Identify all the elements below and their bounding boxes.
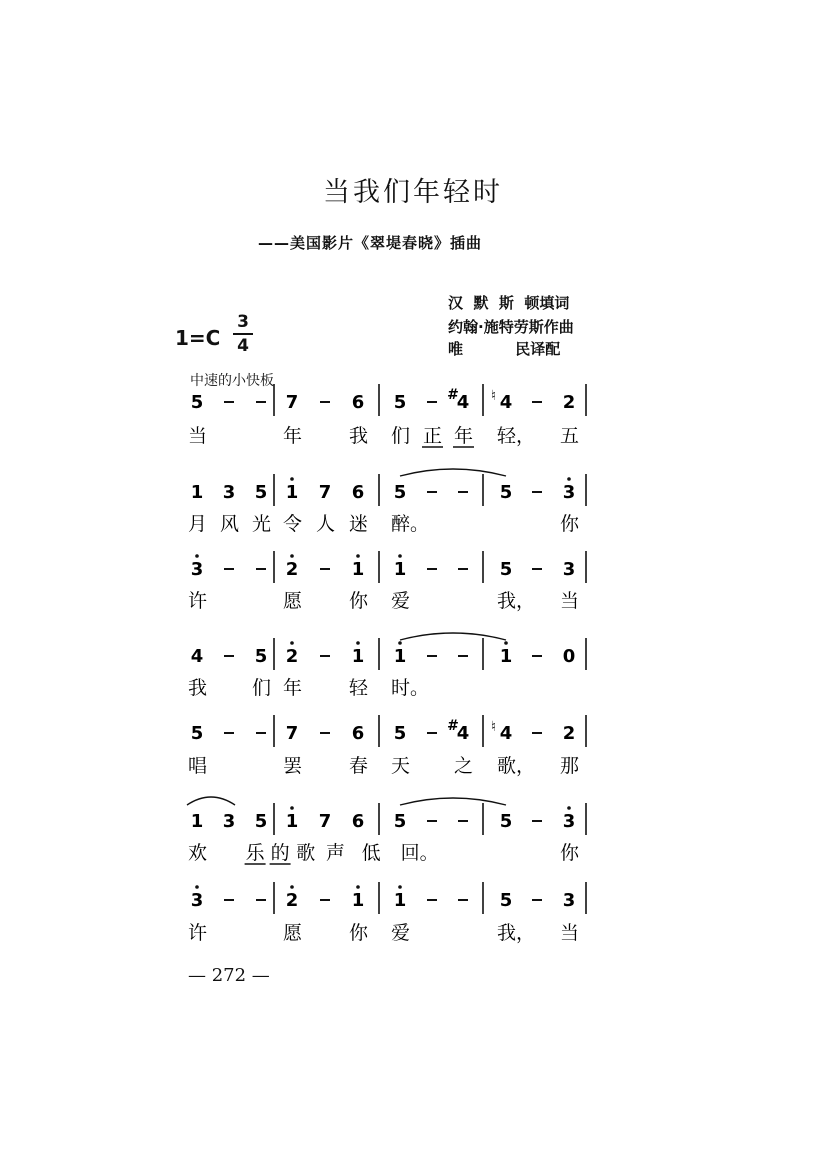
note: 3 [562,811,576,832]
lyric-char: 许 [188,590,208,612]
lyric-char: 那 [560,755,580,777]
high-octave-dot [398,554,402,558]
note: 6 [351,723,365,744]
lyric-char: 你 [349,590,369,612]
lyric-char: 当 [560,590,580,612]
lyric-char: 年 [454,425,474,447]
high-octave-dot [195,885,199,889]
slur-arc [187,797,235,805]
note: 5 [393,723,407,744]
note: 5 [190,392,204,413]
lyric-char: 月 [188,513,208,535]
lyric-char: 们 [391,425,411,447]
lyric-char: 乐 [245,842,265,864]
lyric-char: 歌 [296,842,316,864]
high-octave-dot [567,806,571,810]
lyric-char: 当 [188,425,208,447]
lyric-char: 罢 [283,755,303,777]
note: 1 [393,559,407,580]
lyric-char: 风 [220,513,240,535]
lyric-char: 当 [560,922,580,944]
natural-sign: ♮ [491,388,497,404]
lyric-char: 们 [252,677,272,699]
high-octave-dot [398,885,402,889]
lyric-char: 你 [560,842,580,864]
time-signature-bottom: 4 [237,336,249,356]
lyric-char: 爱 [391,922,411,944]
note: 1 [190,482,204,503]
song-title: 当我们年轻时 [323,177,503,208]
lyric-char: 之 [454,755,474,777]
note: 3 [562,559,576,580]
lyric-char: 迷 [349,513,369,535]
note: 5 [393,392,407,413]
lyric-char: 唱 [188,755,208,777]
lyric-char: 爱 [391,590,411,612]
lyric-char: 年 [283,677,303,699]
high-octave-dot [504,641,508,645]
lyric-char: 轻， [497,425,536,447]
tempo-marking: 中速的小快板 [190,373,274,389]
note: 6 [351,392,365,413]
lyric-char: 欢 [188,842,208,864]
note: 4 [456,723,470,744]
lyric-char: 你 [349,922,369,944]
lyric-char: 五 [560,425,580,447]
lyric-char: 歌， [497,755,536,777]
note: 1 [393,890,407,911]
note: 5 [393,811,407,832]
lyric-char: 令 [283,513,303,535]
lyric-char: 天 [391,755,411,777]
lyric-char: 光 [252,513,272,535]
note: 7 [318,811,332,832]
note: 3 [190,890,204,911]
high-octave-dot [195,554,199,558]
page-number: — 272 — [188,965,270,986]
note: 5 [254,811,268,832]
note: 5 [499,559,513,580]
note: 4 [499,392,513,413]
note: 1 [393,646,407,667]
note: 3 [190,559,204,580]
note: 1 [351,646,365,667]
high-octave-dot [356,554,360,558]
note: 3 [562,890,576,911]
note: 4 [456,392,470,413]
sharp-sign: # [447,387,459,403]
note: 6 [351,811,365,832]
note: 5 [499,811,513,832]
lyric-char: 我 [188,677,208,699]
note: 3 [222,482,236,503]
lyric-char: 愿 [283,590,303,612]
high-octave-dot [290,641,294,645]
high-octave-dot [290,885,294,889]
lyric-char: 我， [497,590,536,612]
note: 2 [285,559,299,580]
note: 3 [222,811,236,832]
lyric-char: 时。 [391,677,430,699]
lyric-char: 春 [349,755,369,777]
note: 2 [285,890,299,911]
lyric-char: 醉。 [391,513,430,535]
composer-credit: 约翰·施特劳斯作曲 [448,318,574,336]
lyric-char: 愿 [283,922,303,944]
high-octave-dot [290,477,294,481]
song-subtitle: ——美国影片《翠堤春晓》插曲 [258,234,483,252]
tie-arc [400,469,506,476]
lyric-char: 许 [188,922,208,944]
note: 2 [562,392,576,413]
note: 5 [254,646,268,667]
note: 4 [190,646,204,667]
lyric-char: 低 [361,842,381,864]
lyric-char: 的 [270,842,290,864]
note: 1 [499,646,513,667]
natural-sign: ♮ [491,719,497,735]
lyric-char: 你 [560,513,580,535]
note: 2 [285,646,299,667]
translator-credit: 唯 民译配 [448,340,561,358]
note: 5 [254,482,268,503]
note: 7 [285,392,299,413]
tie-arc [400,633,506,640]
high-octave-dot [356,885,360,889]
high-octave-dot [398,641,402,645]
note: 1 [351,890,365,911]
lyric-char: 回。 [400,842,439,864]
time-signature-top: 3 [237,312,249,332]
note: 5 [190,723,204,744]
lyric-char: 正 [423,425,443,447]
note: 5 [393,482,407,503]
high-octave-dot [356,641,360,645]
high-octave-dot [290,554,294,558]
key-signature: 1=C [175,326,221,350]
note: 6 [351,482,365,503]
lyric-char: 声 [325,842,345,864]
note: 5 [499,890,513,911]
note: 3 [562,482,576,503]
note: 1 [190,811,204,832]
note: 2 [562,723,576,744]
note: 1 [285,811,299,832]
lyric-char: 我， [497,922,536,944]
lyricist-credit: 汉 默 斯 顿填词 [448,294,570,312]
lyric-char: 我 [349,425,369,447]
lyric-char: 轻 [349,677,369,699]
tie-arc [400,798,506,805]
high-octave-dot [290,806,294,810]
high-octave-dot [567,477,571,481]
note: 4 [499,723,513,744]
note: 0 [562,646,576,667]
note: 1 [285,482,299,503]
note: 1 [351,559,365,580]
lyric-char: 年 [283,425,303,447]
note: 7 [285,723,299,744]
note: 7 [318,482,332,503]
sharp-sign: # [447,718,459,734]
lyric-char: 人 [316,513,336,535]
note: 5 [499,482,513,503]
